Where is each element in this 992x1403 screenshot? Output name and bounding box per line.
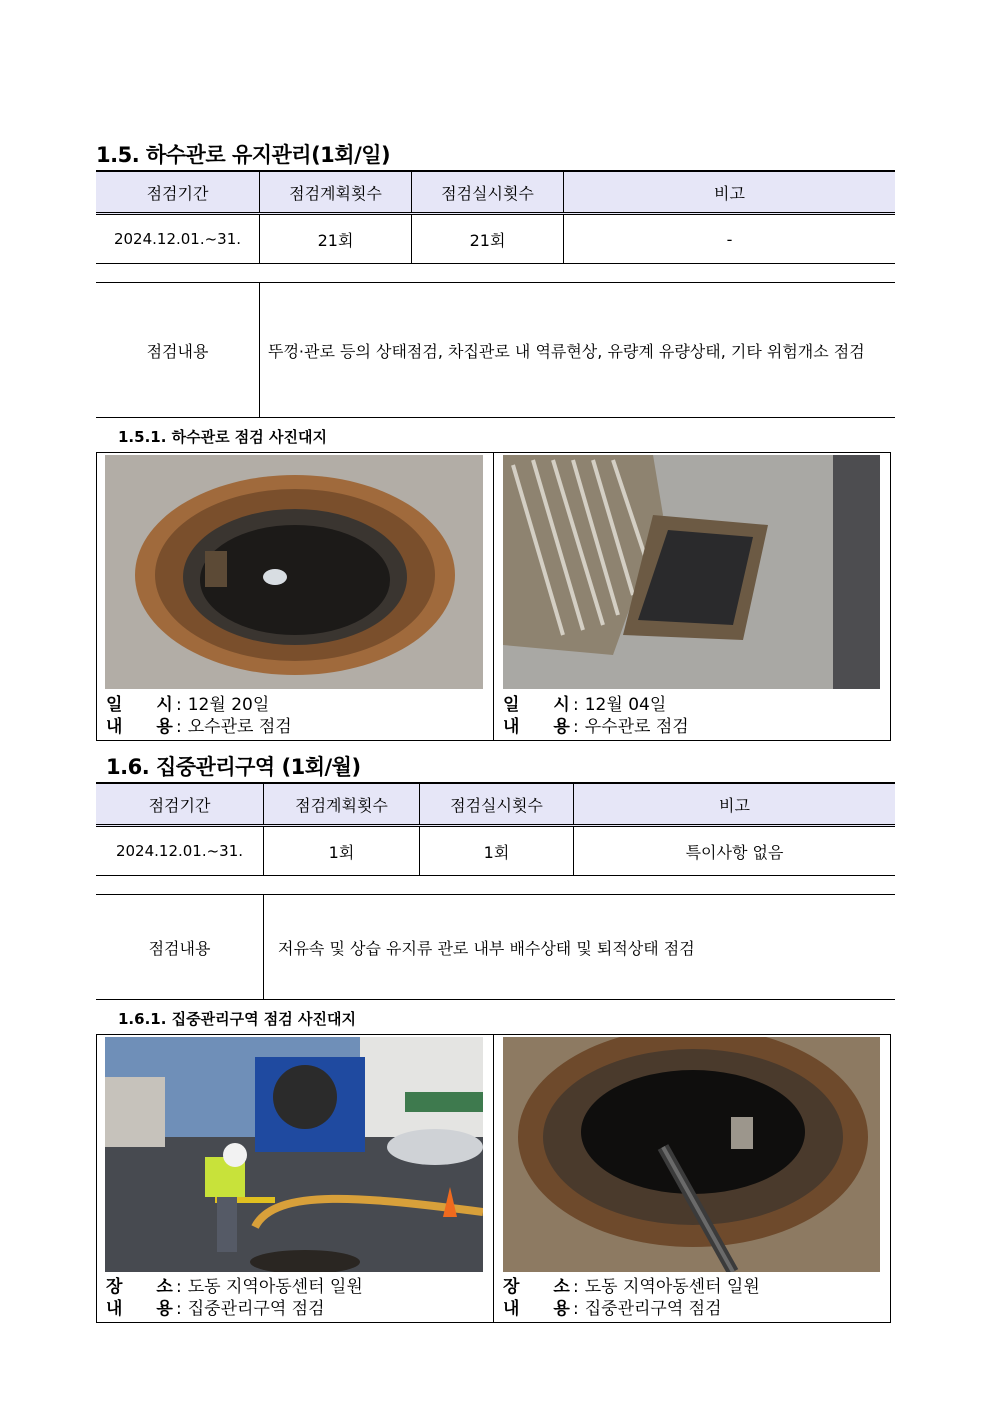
caption-value: 오수관로 점검 (187, 717, 292, 737)
table-cell: - (564, 214, 896, 264)
photo-section-title: 1.5.1. 하수관로 점검 사진대지 (118, 428, 327, 446)
photo-caption: 장 소 : 도동 지역아동센터 일원 내 용 : 집중관리구역 점검 (503, 1277, 760, 1319)
table-cell: 21회 (260, 214, 412, 264)
table-cell: 1회 (264, 826, 420, 876)
content-table (96, 282, 895, 418)
table-header: 비고 (574, 783, 896, 826)
content-text: 저유속 및 상습 유지류 관로 내부 배수상태 및 퇴적상태 점검 (264, 895, 896, 1000)
table-cell: 2024.12.01.~31. (96, 826, 264, 876)
table-header: 점검기간 (96, 171, 260, 214)
photo-section-title: 1.6.1. 집중관리구역 점검 사진대지 (118, 1010, 356, 1028)
caption-label: 일 시 (503, 695, 570, 715)
content-table (96, 894, 895, 1000)
table-cell: 2024.12.01.~31. (96, 214, 260, 264)
caption-label: 내 용 (503, 1299, 570, 1319)
manhole-hose-photo (503, 1037, 880, 1272)
photo-caption: 일 시 : 12월 20일 내 용 : 오수관로 점검 (106, 695, 292, 737)
table-cell: 1회 (420, 826, 574, 876)
table-header: 점검실시횟수 (412, 171, 564, 214)
section-title: 1.6. 집중관리구역 (1회/월) (106, 755, 361, 779)
caption-value: 도동 지역아동센터 일원 (584, 1277, 760, 1297)
photo-caption: 일 시 : 12월 04일 내 용 : 우수관로 점검 (503, 695, 689, 737)
drain-grate-photo (503, 455, 880, 689)
inspection-table (96, 170, 895, 264)
caption-value: 12월 20일 (187, 695, 270, 715)
table-cell: 특이사항 없음 (574, 826, 896, 876)
caption-label: 내 용 (106, 1299, 173, 1319)
content-label: 점검내용 (96, 283, 260, 418)
photo-caption: 장 소 : 도동 지역아동센터 일원 내 용 : 집중관리구역 점검 (106, 1277, 363, 1319)
caption-value: 집중관리구역 점검 (584, 1299, 722, 1319)
caption-value: 우수관로 점검 (584, 717, 689, 737)
caption-label: 장 소 (503, 1277, 570, 1297)
caption-label: 내 용 (503, 717, 570, 737)
content-text: 뚜껑·관로 등의 상태점검, 차집관로 내 역류현상, 유량계 유량상태, 기타 위험개소 점검 (260, 283, 896, 418)
table-header: 비고 (564, 171, 896, 214)
caption-label: 장 소 (106, 1277, 173, 1297)
table-header: 점검계획횟수 (260, 171, 412, 214)
table-header: 점검계획횟수 (264, 783, 420, 826)
table-header: 점검실시횟수 (420, 783, 574, 826)
table-cell: 21회 (412, 214, 564, 264)
content-label: 점검내용 (96, 895, 264, 1000)
caption-value: 집중관리구역 점검 (187, 1299, 325, 1319)
section-title: 1.5. 하수관로 유지관리(1회/일) (96, 143, 391, 167)
caption-label: 내 용 (106, 717, 173, 737)
caption-value: 12월 04일 (584, 695, 667, 715)
worker-truck-photo (105, 1037, 483, 1272)
caption-label: 일 시 (106, 695, 173, 715)
table-header: 점검기간 (96, 783, 264, 826)
photo-divider (493, 452, 494, 741)
manhole-photo (105, 455, 483, 689)
inspection-table (96, 782, 895, 876)
caption-value: 도동 지역아동센터 일원 (187, 1277, 363, 1297)
photo-divider (493, 1034, 494, 1323)
